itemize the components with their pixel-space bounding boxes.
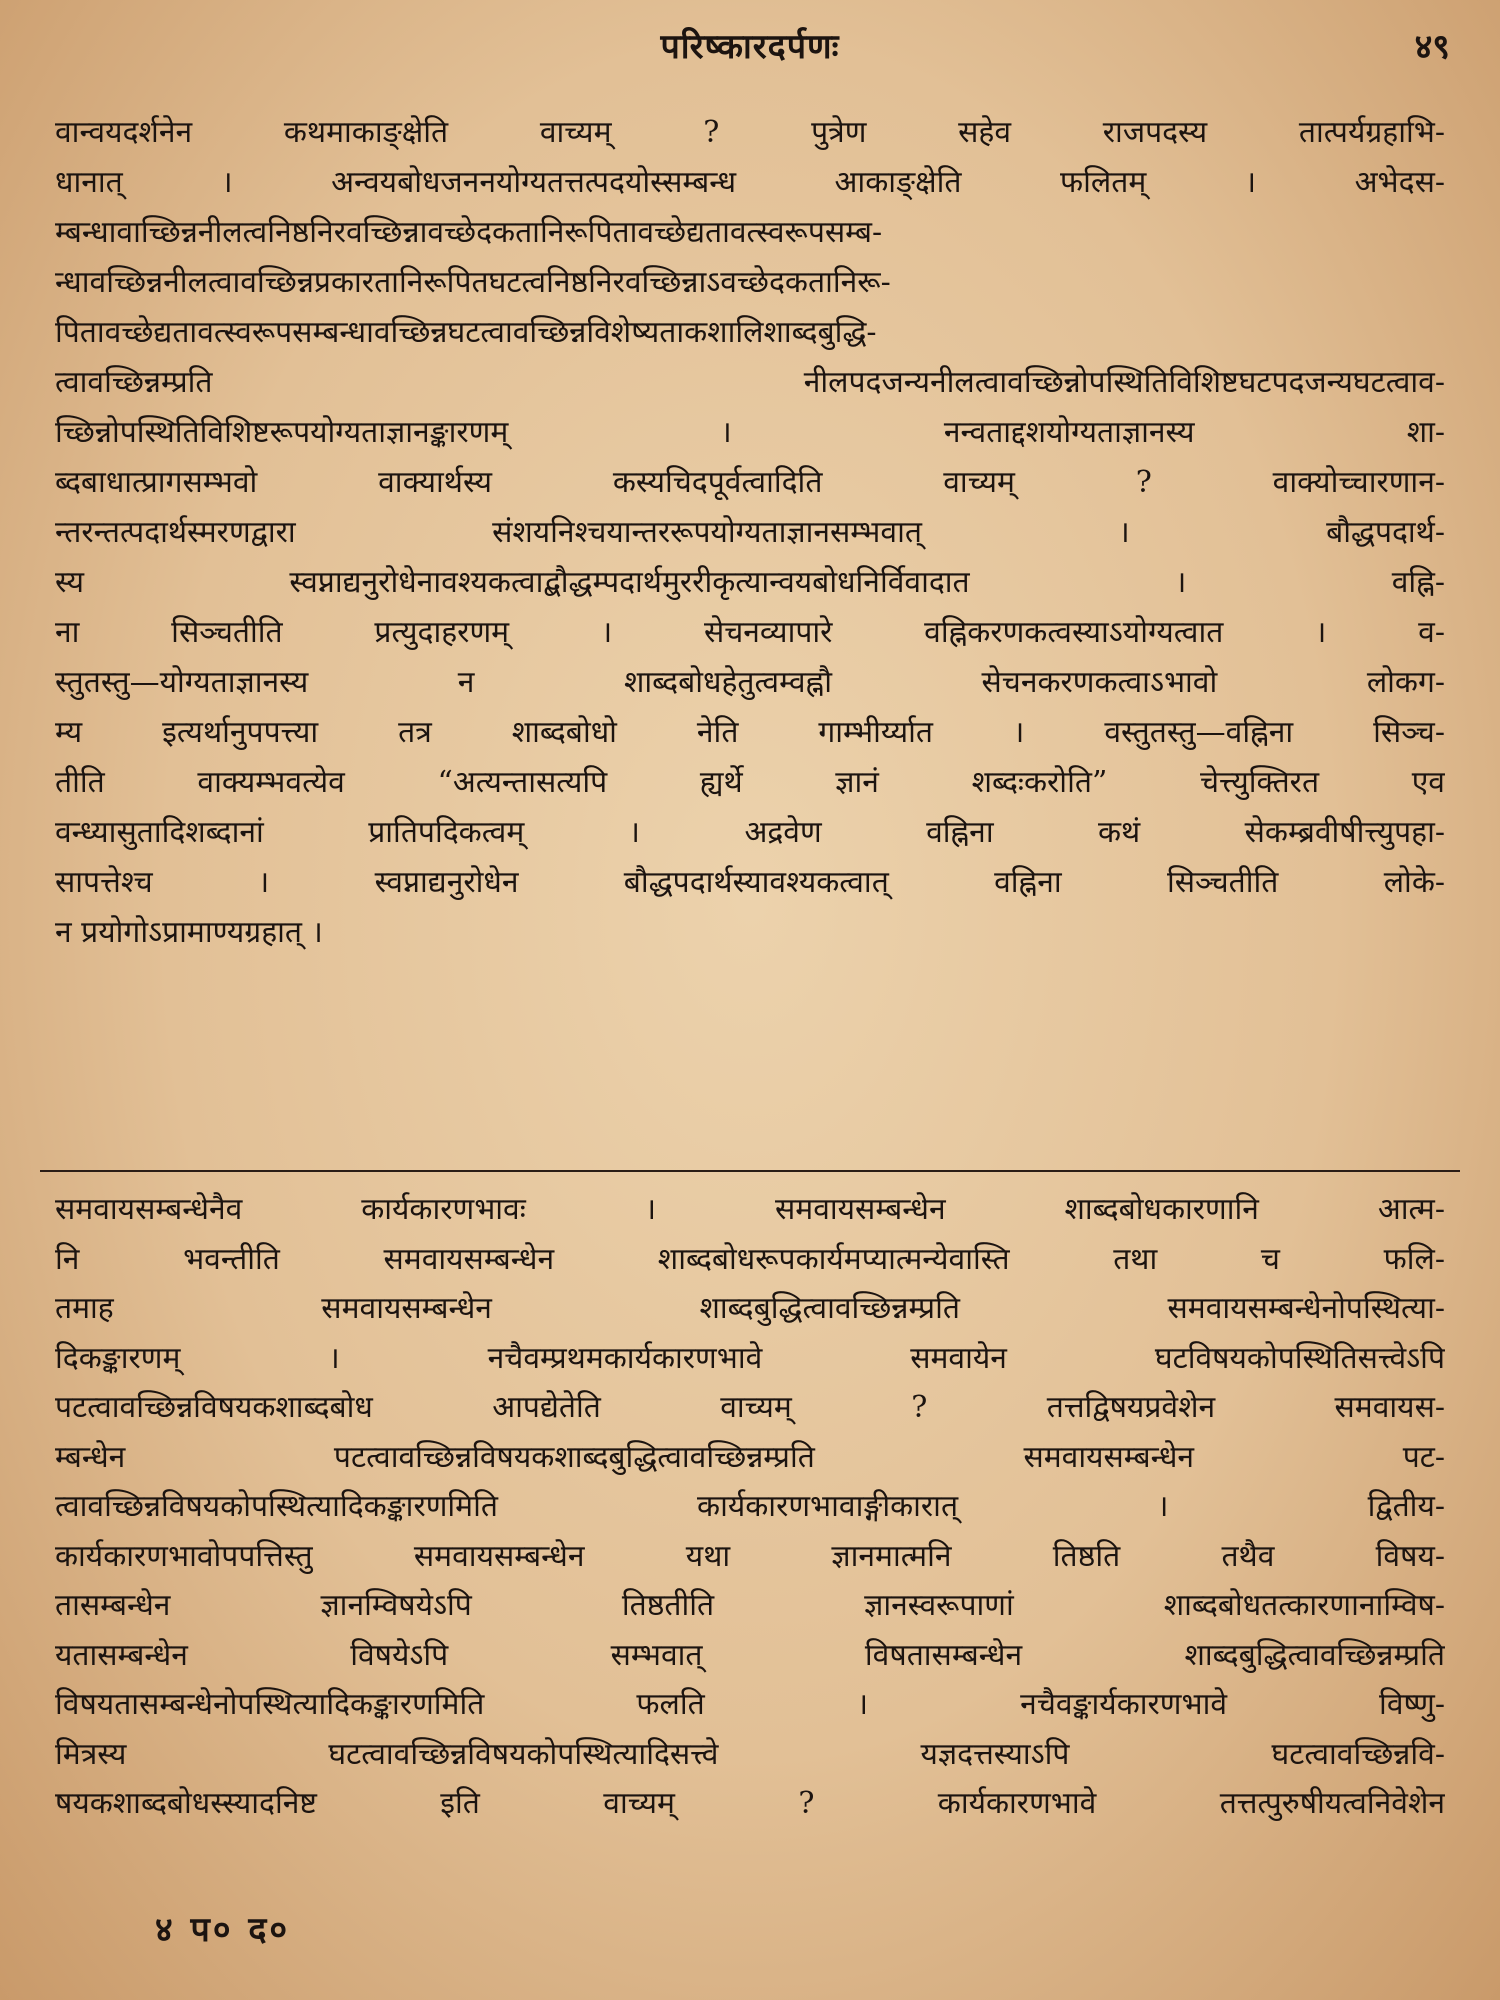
commentary-line: तमाह समवायसम्बन्धेन शाब्दबुद्धित्वावच्छिन्नम्प्रति समवायसम्बन्धेनोपस्थित्या- xyxy=(55,1291,1445,1326)
main-text xyxy=(55,108,1445,958)
text-line: म्बन्धावाच्छिन्ननीलत्वनिष्ठनिरवच्छिन्नावच्छेदकतानिरूपितावच्छेद्यतावत्स्वरूपसम्ब- xyxy=(55,215,883,250)
text-line: न्धावच्छिन्ननीलत्वावच्छिन्नप्रकारतानिरूपितघटत्वनिष्ठनिरवच्छिन्नाऽवच्छेदकतानिरू- xyxy=(55,265,891,300)
text-line: वान्वयदर्शनेन कथमाकाङ्क्षेति वाच्यम् ? पुत्रेण सहेव राजपदस्य तात्पर्यग्रहाभि- xyxy=(55,115,1445,150)
text-line: च्छिन्नोपस्थितिविशिष्टरूपयोग्यताज्ञानङ्कारणम् । नन्वताद्दशयोग्यताज्ञानस्य शा- xyxy=(55,415,1445,450)
commentary-line: कार्यकारणभावोपपत्तिस्तु समवायसम्बन्धेन यथा ज्ञानमात्मनि तिष्ठति तथैव विषय- xyxy=(55,1538,1445,1574)
running-title: परिष्कारदर्पणः xyxy=(660,27,840,67)
text-line: स्य स्वप्नाद्यनुरोधेनावश्यकत्वाद्बौद्धम्पदार्थमुररीकृत्यान्वयबोधनिर्विवादात । वह्नि- xyxy=(55,565,1445,600)
commentary-text xyxy=(55,1185,1445,1829)
text-line: म्य इत्यर्थानुपपत्त्या तत्र शाब्दबोधो नेति गाम्भीर्य्यात । वस्तुतस्तु—वह्निना सिञ्च- xyxy=(55,715,1445,750)
text-line: त्वावच्छिन्नम्प्रति नीलपदजन्यनीलत्वावच्छिन्नोपस्थितिविशिष्टघटपदजन्यघटत्वाव- xyxy=(55,365,1445,400)
page-number: ४९ xyxy=(1414,27,1450,67)
text-line: धानात् । अन्वयबोधजननयोग्यतत्तत्पदयोस्सम्बन्ध आकाङ्क्षेति फलितम् । अभेदस- xyxy=(55,165,1445,200)
text-line: सापत्तेश्च । स्वप्नाद्यनुरोधेन बौद्धपदार्थस्यावश्यकत्वात् वह्निना सिञ्चतीति लोके- xyxy=(55,865,1445,900)
commentary-line: यतासम्बन्धेन विषयेऽपि सम्भवात् विषतासम्बन्धेन शाब्दबुद्धित्वावच्छिन्नम्प्रति xyxy=(55,1637,1445,1673)
commentary-line: समवायसम्बन्धेनैव कार्यकारणभावः । समवायसम्बन्धेन शाब्दबोधकारणानि आत्म- xyxy=(55,1192,1445,1227)
commentary-line: पटत्वावच्छिन्नविषयकशाब्दबोध आपद्येतेति वाच्यम् ? तत्तद्विषयप्रवेशेन समवायस- xyxy=(55,1390,1445,1425)
commentary-line: नि भवन्तीति समवायसम्बन्धेन शाब्दबोधरूपकार्यमप्यात्मन्येवास्ति तथा च फलि- xyxy=(55,1241,1445,1277)
page-header xyxy=(40,22,1460,82)
commentary-line: तासम्बन्धेन ज्ञानम्विषयेऽपि तिष्ठतीति ज्ञानस्वरूपाणां शाब्दबोधतत्कारणानाम्विष- xyxy=(55,1588,1445,1623)
signature-mark: ४ प० द० xyxy=(155,1910,291,1950)
text-line: न्तरन्तत्पदार्थस्मरणद्वारा संशयनिश्चयान्तररूपयोग्यताज्ञानसम्भवात् । बौद्धपदार्थ- xyxy=(55,515,1445,550)
commentary-line: मित्रस्य घटत्वावच्छिन्नविषयकोपस्थित्यादिसत्त्वे यज्ञदत्तस्याऽपि घटत्वावच्छिन्नवि- xyxy=(55,1736,1445,1772)
commentary-line: त्वावच्छिन्नविषयकोपस्थित्यादिकङ्कारणमिति कार्यकारणभावाङ्गीकारात् । द्वितीय- xyxy=(55,1489,1445,1524)
text-line: न प्रयोगोऽप्रामाण्यग्रहात् । xyxy=(55,915,323,950)
text-line: ब्दबाधात्प्रागसम्भवो वाक्यार्थस्य कस्यचिदपूर्वत्वादिति वाच्यम् ? वाक्योच्चारणान- xyxy=(55,465,1445,500)
commentary-line: षयकशाब्दबोधस्स्यादनिष्ट इति वाच्यम् ? कार्यकारणभावे तत्तत्पुरुषीयत्वनिवेशेन xyxy=(55,1786,1445,1821)
commentary-line: विषयतासम्बन्धेनोपस्थित्यादिकङ्कारणमिति फलति । नचैवङ्कार्यकारणभावे विष्णु- xyxy=(55,1687,1445,1722)
text-line: पितावच्छेद्यतावत्स्वरूपसम्बन्धावच्छिन्नघटत्वावच्छिन्नविशेष्यताकशालिशाब्दबुद्धि- xyxy=(55,315,877,350)
text-line: ना सिञ्चतीति प्रत्युदाहरणम् । सेचनव्यापारे वह्निकरणकत्वस्याऽयोग्यत्वात । व- xyxy=(55,615,1445,650)
commentary-line: दिकङ्कारणम् । नचैवम्प्रथमकार्यकारणभावे समवायेन घटविषयकोपस्थितिसत्त्वेऽपि xyxy=(55,1340,1445,1376)
commentary-line: म्बन्धेन पटत्वावच्छिन्नविषयकशाब्दबुद्धित्वावच्छिन्नम्प्रति समवायसम्बन्धेन पट- xyxy=(55,1439,1445,1475)
text-line: वन्ध्यासुतादिशब्दानां प्रातिपदिकत्वम् । अद्रवेण वह्निना कथं सेकम्ब्रवीषीत्त्युपहा- xyxy=(55,815,1445,850)
text-line: स्तुतस्तु—योग्यताज्ञानस्य न शाब्दबोधहेतुत्वम्वह्नौ सेचनकरणकत्वाऽभावो लोकग- xyxy=(55,665,1445,700)
section-divider xyxy=(40,1170,1460,1172)
text-line: तीति वाक्यम्भवत्येव “अत्यन्तासत्यपि ह्यर्थे ज्ञानं शब्दःकरोति” चेत्त्युक्तिरत एव xyxy=(55,765,1445,800)
